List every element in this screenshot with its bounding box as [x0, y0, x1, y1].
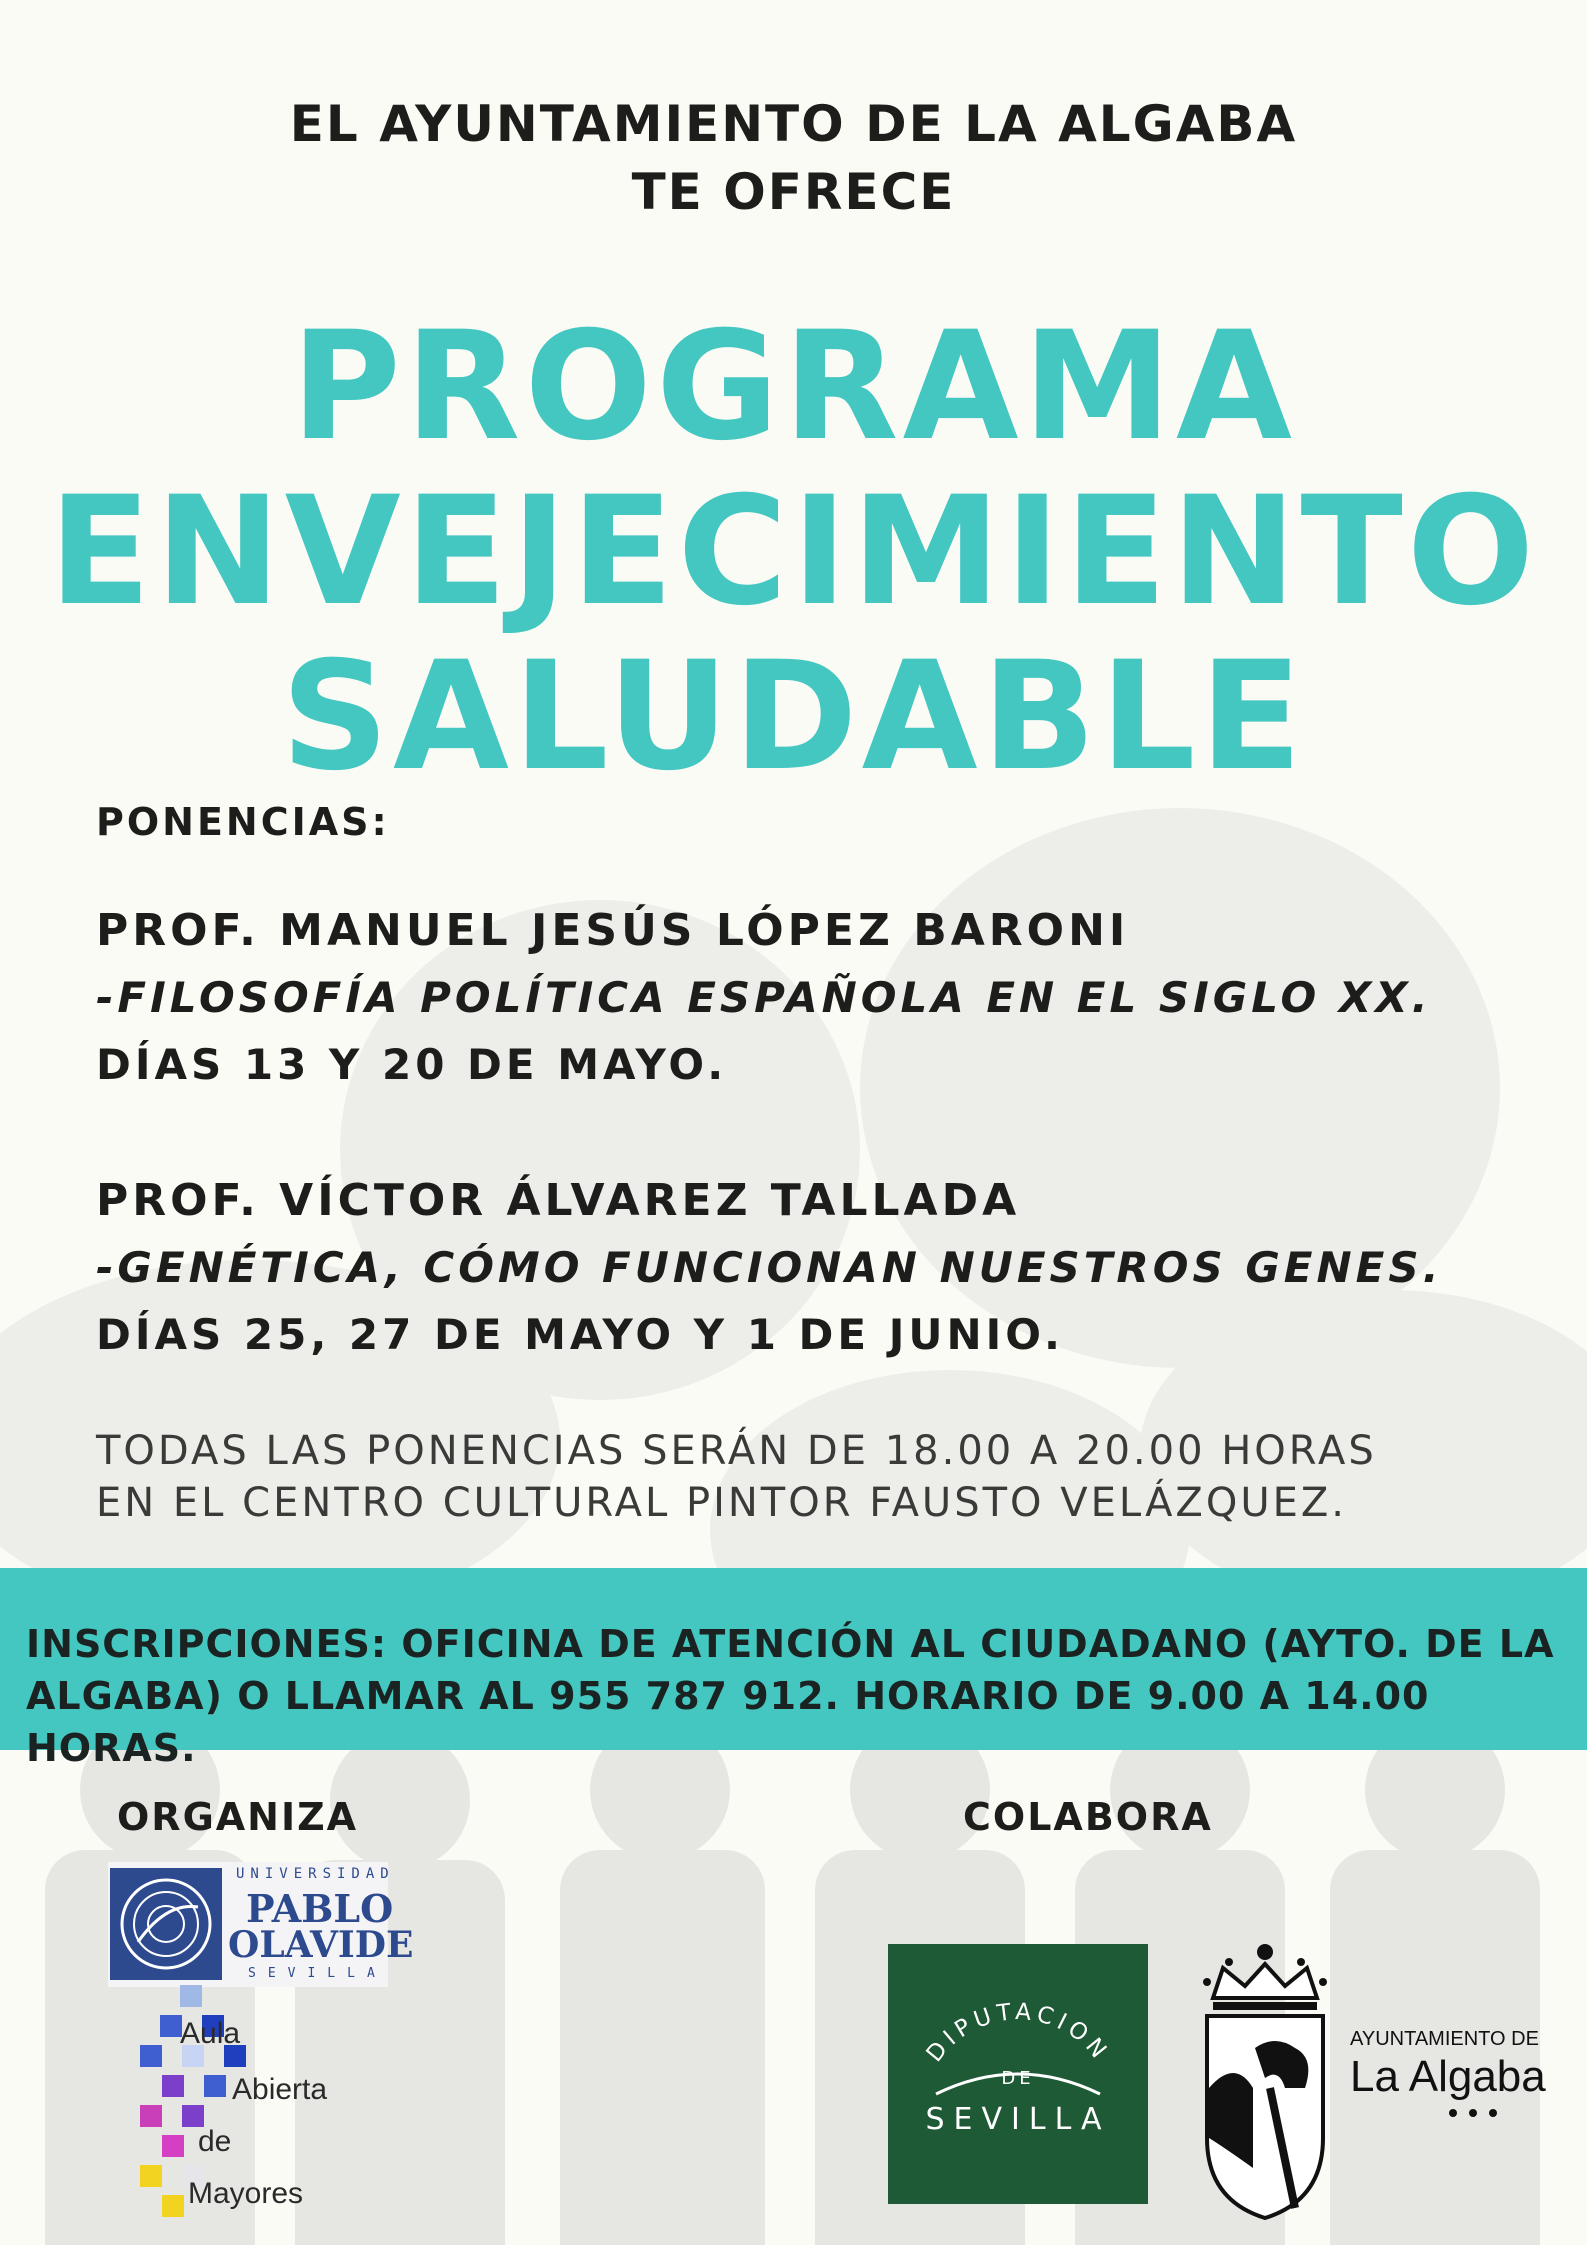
ayuntamiento-logo [1195, 1938, 1565, 2228]
note-line-2: EN EL CENTRO CULTURAL PINTOR FAUSTO VELÁZQUEZ. [96, 1480, 1347, 1526]
diputacion-arc-text: DIPUTACION [921, 1998, 1115, 2068]
talk-2-speaker: PROF. VÍCTOR ÁLVAREZ TALLADA [96, 1175, 1021, 1226]
upo-name-2: OLAVIDE [228, 1924, 414, 1966]
diputacion-logo [888, 1944, 1148, 2204]
aula-line-4: Mayores [188, 2177, 304, 2210]
aula-line-1: Aula [180, 2017, 241, 2050]
talk-1-days: DÍAS 13 Y 20 DE MAYO. [96, 1040, 728, 1089]
header [0, 90, 1587, 226]
header-line-2: TE OFRECE [631, 163, 956, 221]
aula-abierta-logo [140, 1985, 390, 2235]
ayuntamiento-dots-graphic [1445, 2106, 1505, 2120]
ponencias-label: PONENCIAS: [96, 800, 390, 844]
title-line-2: ENVEJECIMIENTO [48, 465, 1539, 639]
upo-city: SEVILLA [248, 1966, 387, 1981]
colabora-label: COLABORA [963, 1795, 1213, 1839]
inscripciones-line-1: INSCRIPCIONES: OFICINA DE ATENCIÓN AL CIUDADANO (AYTO. DE LA [26, 1622, 1555, 1666]
algaba-shield-graphic [1195, 1938, 1335, 2228]
title-line-1: PROGRAMA [290, 300, 1297, 474]
svg-text:DIPUTACION [922, 1999, 1115, 2067]
ayuntamiento-big-text: La Algaba [1350, 2052, 1546, 2101]
talk-2-days: DÍAS 25, 27 DE MAYO Y 1 DE JUNIO. [96, 1310, 1064, 1359]
talk-2-topic: -GENÉTICA, CÓMO FUNCIONAN NUESTROS GENES. [96, 1243, 1443, 1292]
diputacion-de: DE [1001, 2068, 1035, 2089]
title-line-3: SALUDABLE [280, 630, 1307, 804]
note-line-1: TODAS LAS PONENCIAS SERÁN DE 18.00 A 20.00 HORAS [96, 1428, 1377, 1474]
ayuntamiento-small-text: AYUNTAMIENTO DE [1350, 2028, 1539, 2050]
header-line-1: EL AYUNTAMIENTO DE LA ALGABA [289, 95, 1298, 153]
aula-line-3: de [198, 2125, 232, 2158]
upo-logo [108, 1862, 414, 1987]
aula-line-2: Abierta [232, 2073, 328, 2106]
upo-name-1: PABLO [246, 1886, 394, 1931]
diputacion-city: SEVILLA [925, 2102, 1111, 2137]
inscripciones-text [26, 1618, 1566, 1774]
inscripciones-line-2: ALGABA) O LLAMAR AL 955 787 912. HORARIO DE 9.00 A 14.00 HORAS. [26, 1674, 1430, 1770]
program-title [0, 300, 1587, 804]
talk-1-topic: -FILOSOFÍA POLÍTICA ESPAÑOLA EN EL SIGLO XX. [96, 973, 1432, 1022]
schedule-note [96, 1425, 1377, 1529]
talk-1-speaker: PROF. MANUEL JESÚS LÓPEZ BARONI [96, 905, 1130, 956]
upo-university-text: UNIVERSIDAD [236, 1866, 395, 1882]
organiza-label: ORGANIZA [117, 1795, 359, 1839]
